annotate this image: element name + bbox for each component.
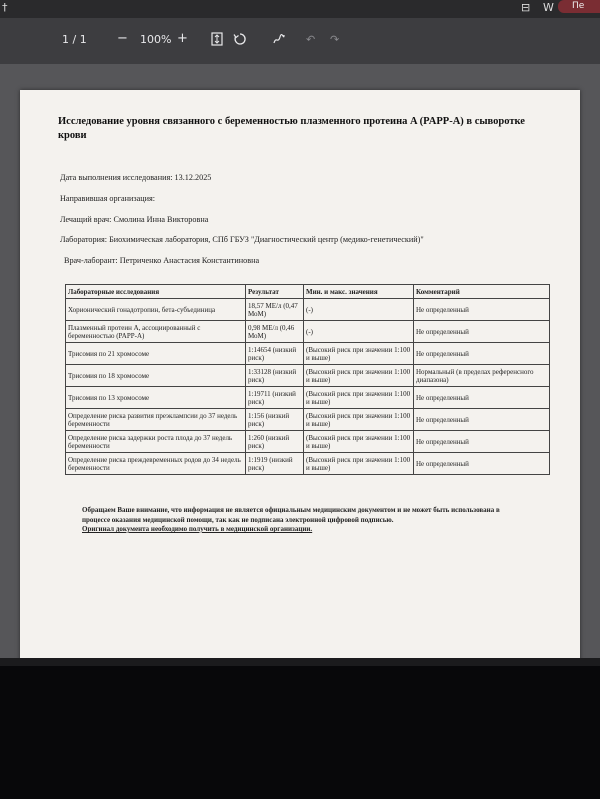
- rotate-icon[interactable]: [233, 32, 247, 51]
- fit-page-icon[interactable]: [211, 32, 223, 51]
- column-header-test: Лабораторные исследования: [66, 285, 246, 299]
- profile-badge[interactable]: Пе: [558, 0, 600, 13]
- test-cell: Плазменный протеин А, ассоциированный с беременностью (PAPP-A): [66, 321, 246, 343]
- test-cell: Определение риска развития преэклампсии до 37 недель беременности: [66, 409, 246, 431]
- zoom-level[interactable]: 100%: [140, 33, 172, 46]
- range-cell: (Высокий риск при значении 1:100 и выше): [304, 343, 414, 365]
- table-row: [66, 299, 550, 321]
- bookmark-icon[interactable]: ⊟: [521, 1, 531, 14]
- test-cell: Трисомия по 18 хромосоме: [66, 365, 246, 387]
- result-cell: 1:156 (низкий риск): [246, 409, 304, 431]
- table-row: [66, 409, 550, 431]
- comment-cell: Не определенный: [414, 343, 550, 365]
- result-cell: 18,57 МЕ/л (0,47 МоМ): [246, 299, 304, 321]
- redo-icon[interactable]: ↷: [330, 33, 340, 46]
- laboratory-line: Лаборатория: Биохимическая лаборатория, СПб ГБУЗ "Диагностический центр (медико-генетический)": [60, 235, 424, 244]
- lab-doctor-line: Врач-лаборант: Петриченко Анастасия Константиновна: [64, 256, 260, 265]
- screen-edge: [0, 658, 600, 666]
- disclaimer-text: Обращаем Ваше внимание, что информация не является официальным медицинским документом и не может быть использована в процессе оказания медицинской помощи, так как не подписана электронной цифровой подписью.: [82, 506, 500, 524]
- range-cell: (Высокий риск при значении 1:100 и выше): [304, 431, 414, 453]
- result-cell: 1:19711 (низкий риск): [246, 387, 304, 409]
- column-header-comment: Комментарий: [414, 285, 550, 299]
- test-cell: Определение риска преждевременных родов до 34 недель беременности: [66, 453, 246, 475]
- top-strip: [0, 0, 600, 18]
- comment-cell: Не определенный: [414, 453, 550, 475]
- result-cell: 1:1919 (низкий риск): [246, 453, 304, 475]
- results-table: [65, 284, 550, 475]
- range-cell: (Высокий риск при значении 1:100 и выше): [304, 387, 414, 409]
- pdf-toolbar: [0, 18, 600, 64]
- result-cell: 0,98 МЕ/л (0,46 МоМ): [246, 321, 304, 343]
- table-row: [66, 453, 550, 475]
- zoom-out-button[interactable]: −: [117, 31, 128, 46]
- zoom-in-button[interactable]: +: [177, 31, 188, 46]
- doctor-line: Лечащий врач: Смолина Инна Викторовна: [60, 215, 209, 224]
- comment-cell: Не определенный: [414, 299, 550, 321]
- table-row: [66, 365, 550, 387]
- result-cell: 1:260 (низкий риск): [246, 431, 304, 453]
- range-cell: (Высокий риск при значении 1:100 и выше): [304, 409, 414, 431]
- result-cell: 1:33128 (низкий риск): [246, 365, 304, 387]
- test-cell: Определение риска задержки роста плода до 37 недель беременности: [66, 431, 246, 453]
- table-row: [66, 431, 550, 453]
- menu-icon[interactable]: W: [543, 1, 554, 14]
- comment-cell: Не определенный: [414, 409, 550, 431]
- result-cell: 1:14654 (низкий риск): [246, 343, 304, 365]
- range-cell: (Высокий риск при значении 1:100 и выше): [304, 453, 414, 475]
- undo-icon[interactable]: ↶: [306, 33, 316, 46]
- document-page: [20, 90, 580, 662]
- range-cell: (-): [304, 321, 414, 343]
- page-indicator[interactable]: 1 / 1: [62, 33, 87, 46]
- range-cell: (Высокий риск при значении 1:100 и выше): [304, 365, 414, 387]
- comment-cell: Нормальный (в пределах референсного диапазона): [414, 365, 550, 387]
- dagger-icon: †: [2, 1, 8, 14]
- draw-icon[interactable]: [272, 32, 286, 51]
- test-cell: Хорионический гонадотропин, бета-субъединица: [66, 299, 246, 321]
- comment-cell: Не определенный: [414, 387, 550, 409]
- table-row: [66, 343, 550, 365]
- column-header-result: Результат: [246, 285, 304, 299]
- original-document-link[interactable]: Оригинал документа необходимо получить в медицинской организации.: [82, 525, 313, 533]
- comment-cell: Не определенный: [414, 321, 550, 343]
- organization-line: Направившая организация:: [60, 194, 156, 203]
- column-header-range: Мин. и макс. значения: [304, 285, 414, 299]
- test-cell: Трисомия по 21 хромосоме: [66, 343, 246, 365]
- document-title: Исследование уровня связанного с беременностью плазменного протеина A (PAPP-A) в сыворотке крови: [58, 116, 525, 141]
- comment-cell: Не определенный: [414, 431, 550, 453]
- monitor-bezel: [0, 658, 600, 799]
- table-row: [66, 387, 550, 409]
- disclaimer-notice: [82, 506, 522, 535]
- date-line: Дата выполнения исследования: 13.12.2025: [60, 173, 212, 182]
- table-header-row: [66, 285, 550, 299]
- table-row: [66, 321, 550, 343]
- range-cell: (-): [304, 299, 414, 321]
- pdf-viewer: [0, 18, 600, 658]
- test-cell: Трисомия по 13 хромосоме: [66, 387, 246, 409]
